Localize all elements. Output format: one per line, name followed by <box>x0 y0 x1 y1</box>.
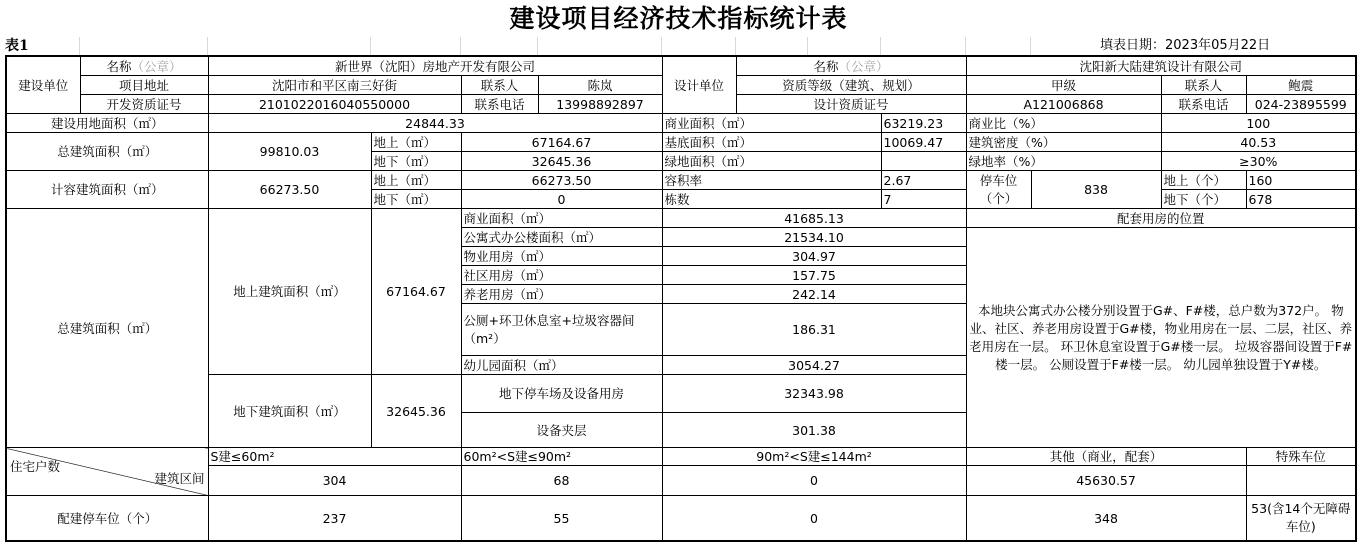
builder-name-label: 名称（公章） <box>80 56 208 76</box>
density-label: 建筑密度（%） <box>966 133 1161 152</box>
parking-above: 160 <box>1246 171 1356 190</box>
below-item-value: 32343.98 <box>662 375 966 413</box>
household-count: 68 <box>461 466 662 496</box>
above-item-label: 公寓式办公楼面积（㎡） <box>461 228 662 247</box>
range-header: S建≤60m² <box>208 448 461 466</box>
far-above-label: 地上（㎡） <box>371 171 461 190</box>
total-area: 99810.03 <box>208 133 371 171</box>
address: 沈阳市和平区南三好街 <box>208 76 461 95</box>
parking-config: 348 <box>966 496 1246 542</box>
builder-contact-label: 联系人 <box>461 76 538 95</box>
builder-cert-label: 开发资质证号 <box>80 95 208 114</box>
far-label: 容积率 <box>662 171 881 190</box>
location-description: 本地块公寓式办公楼分别设置于G#、F#楼，总户数为372户。 物业、社区、养老用房设置于G#楼，物业用房在一层、二层，社区、养老用房在一层。 环卫休息室设置于G#楼一层。 垃圾容器间设置于F#楼一层。 公厕设置于F#楼一层。 幼儿园单独设置于Y#楼。 <box>966 228 1356 448</box>
total-above: 67164.67 <box>461 133 662 152</box>
builder-phone-label: 联系电话 <box>461 95 538 114</box>
indicator-table <box>5 55 1357 542</box>
designer-phone-label: 联系电话 <box>1161 95 1246 114</box>
designer-phone: 024-23895599 <box>1246 95 1356 114</box>
builder-cert: 2101022016040550000 <box>208 95 461 114</box>
above-item-value: 304.97 <box>662 247 966 266</box>
far-area: 66273.50 <box>208 171 371 209</box>
above-area: 67164.67 <box>371 209 461 375</box>
household-count: 304 <box>208 466 461 496</box>
parking-config-label: 配建停车位（个） <box>6 496 208 542</box>
green-ratio: ≥30% <box>1161 152 1356 171</box>
household-count: 0 <box>662 466 966 496</box>
fill-date: 填表日期：2023年05月22日 <box>1100 38 1271 53</box>
parking-config-special: 53(含14个无障碍车位) <box>1246 496 1356 542</box>
commercial-ratio-label: 商业比（%） <box>966 114 1161 133</box>
builder-name: 新世界（沈阳）房地产开发有限公司 <box>208 56 662 76</box>
total-above-label: 地上（㎡） <box>371 133 461 152</box>
parking-config: 237 <box>208 496 461 542</box>
above-item-value: 242.14 <box>662 285 966 304</box>
commercial-area-label: 商业面积（㎡） <box>662 114 881 133</box>
designer-grade: 甲级 <box>966 76 1161 95</box>
households-corner-header <box>6 448 208 496</box>
above-item-value: 21534.10 <box>662 228 966 247</box>
parking-above-label: 地上（个） <box>1161 171 1246 190</box>
page-title: 建设项目经济技术指标统计表 <box>509 4 848 33</box>
above-area-label: 地上建筑面积（㎡） <box>208 209 371 375</box>
range-header: 其他（商业，配套） <box>966 448 1246 466</box>
above-item-value: 186.31 <box>662 304 966 356</box>
total-below: 32645.36 <box>461 152 662 171</box>
commercial-area: 63219.23 <box>881 114 966 133</box>
above-item-value: 157.75 <box>662 266 966 285</box>
designer-cert: A121006868 <box>966 95 1161 114</box>
below-item-label: 设备夹层 <box>461 413 662 448</box>
green-ratio-label: 绿地率（%） <box>966 152 1161 171</box>
far-below-label: 地下（㎡） <box>371 190 461 209</box>
range-header: 90m²<S建≤144m² <box>662 448 966 466</box>
below-item-label: 地下停车场及设备用房 <box>461 375 662 413</box>
green-area-label: 绿地面积（㎡） <box>662 152 881 171</box>
designer-grade-label: 资质等级（建筑、规划） <box>736 76 966 95</box>
designer-cert-label: 设计资质证号 <box>736 95 966 114</box>
household-count <box>1246 466 1356 496</box>
above-item-label: 养老用房（㎡） <box>461 285 662 304</box>
households-col-label: 建筑区间 <box>154 471 205 486</box>
above-item-label: 商业面积（㎡） <box>461 209 662 228</box>
buildings-label: 栋数 <box>662 190 881 209</box>
designer-contact: 鲍震 <box>1246 76 1356 95</box>
range-header: 特殊车位 <box>1246 448 1356 466</box>
designer-contact-label: 联系人 <box>1161 76 1246 95</box>
households-row-label: 住宅户数 <box>10 459 61 474</box>
range-header: 60m²<S建≤90m² <box>461 448 662 466</box>
above-item-label: 公厕+环卫休息室+垃圾容器间（m²） <box>461 304 662 356</box>
above-item-value: 41685.13 <box>662 209 966 228</box>
above-item-label: 物业用房（㎡） <box>461 247 662 266</box>
table-number: 表1 <box>5 38 29 54</box>
location-label: 配套用房的位置 <box>966 209 1356 228</box>
builder-contact: 陈岚 <box>538 76 662 95</box>
base-area: 10069.47 <box>881 133 966 152</box>
parking-config: 55 <box>461 496 662 542</box>
parking-label: 停车位（个） <box>966 171 1031 209</box>
far: 2.67 <box>881 171 966 190</box>
total-area-label: 总建筑面积（㎡） <box>6 133 208 171</box>
buildings: 7 <box>881 190 966 209</box>
above-item-label: 社区用房（㎡） <box>461 266 662 285</box>
address-label: 项目地址 <box>80 76 208 95</box>
far-below: 0 <box>461 190 662 209</box>
below-area: 32645.36 <box>371 375 461 448</box>
below-area-label: 地下建筑面积（㎡） <box>208 375 371 448</box>
far-area-label: 计容建筑面积（㎡） <box>6 171 208 209</box>
parking-config: 0 <box>662 496 966 542</box>
above-item-value: 3054.27 <box>662 356 966 375</box>
land-area: 24844.33 <box>208 114 662 133</box>
designer-label: 设计单位 <box>662 56 736 114</box>
parking-total: 838 <box>1031 171 1161 209</box>
below-item-value: 301.38 <box>662 413 966 448</box>
density: 40.53 <box>1161 133 1356 152</box>
base-area-label: 基底面积（㎡） <box>662 133 881 152</box>
total-below-label: 地下（㎡） <box>371 152 461 171</box>
land-area-label: 建设用地面积（㎡） <box>6 114 208 133</box>
breakdown-label: 总建筑面积（㎡） <box>6 209 208 448</box>
designer-name: 沈阳新大陆建筑设计有限公司 <box>966 56 1356 76</box>
builder-phone: 13998892897 <box>538 95 662 114</box>
parking-below: 678 <box>1246 190 1356 209</box>
commercial-ratio: 100 <box>1161 114 1356 133</box>
far-above: 66273.50 <box>461 171 662 190</box>
designer-name-label: 名称（公章） <box>736 56 966 76</box>
builder-label: 建设单位 <box>6 56 80 114</box>
household-count: 45630.57 <box>966 466 1246 496</box>
green-area <box>881 152 966 171</box>
above-item-label: 幼儿园面积（㎡） <box>461 356 662 375</box>
parking-below-label: 地下（个） <box>1161 190 1246 209</box>
